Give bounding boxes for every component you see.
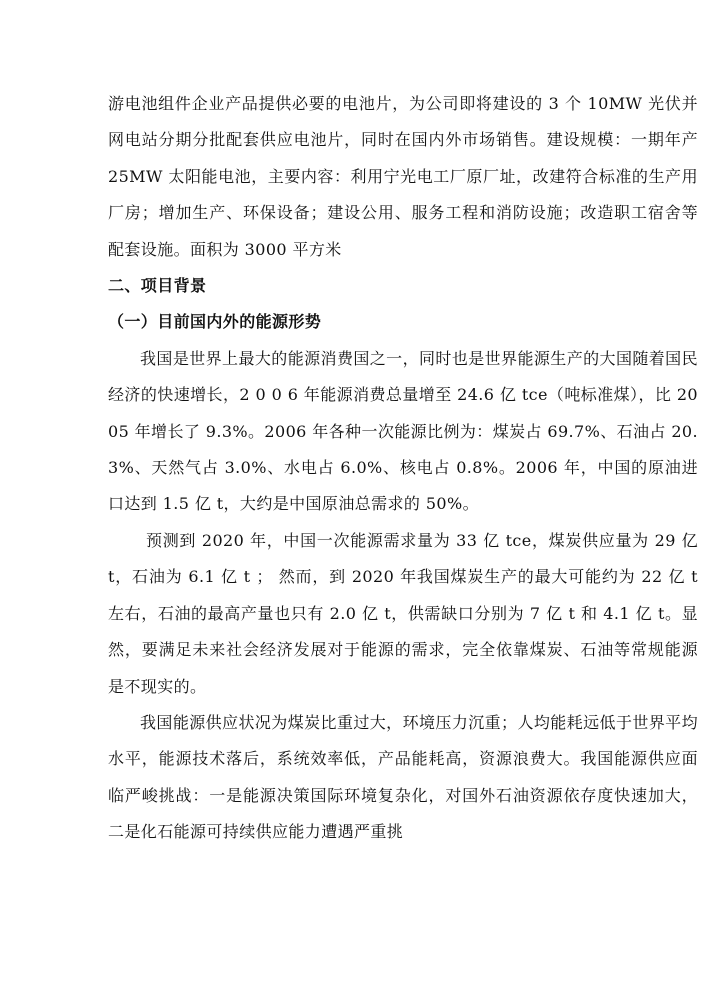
paragraph-energy-forecast: 预测到 2020 年，中国一次能源需求量为 33 亿 tce，煤炭供应量为 29 亿 t，石油为 6.1 亿 t ； 然而，到 2020 年我国煤炭生产的最大可能约为 22 亿 t 左右，石油的最高产量也只有 2.0 亿 t，供需缺口分别为 7 亿 t 和 4.1 亿 t。显然，要满足未来社会经济发展对于能源的需求，完全依靠煤炭、石油等常规能源是不现实的。 [108, 530, 698, 696]
paragraph-energy-challenges: 我国能源供应状况为煤炭比重过大，环境压力沉重；人均能耗远低于世界平均水平，能源技术落后，系统效率低，产品能耗高，资源浪费大。我国能源供应面临严峻挑战：一是能源决策国际环境复杂化，对国外石油资源依存度快速加大，二是化石能源可持续供应能力遭遇严重挑 [108, 712, 698, 842]
subsection-heading-energy-situation: （一）目前国内外的能源形势 [108, 312, 322, 332]
paragraph-energy-consumption: 我国是世界上最大的能源消费国之一，同时也是世界能源生产的大国随着国民经济的快速增长，2 0 0 6 年能源消费总量增至 24.6 亿 tce（吨标准煤），比 2005 年增长了 9.3%。2006 年各种一次能源比例为：煤炭占 69.7%、石油占 20.3%、天然气占 3.0%、水电占 6.0%、核电占 0.8%。2006 年，中国的原油进口达到 1.5 亿 t，大约是中国原油总需求的 50%。 [108, 348, 698, 514]
paragraph-construction-scope: 游电池组件企业产品提供必要的电池片，为公司即将建设的 3 个 10MW 光伏并网电站分期分批配套供应电池片，同时在国内外市场销售。建设规模：一期年产 25MW 太阳能电池，主要内容：利用宁光电工厂原厂址，改建符合标准的生产用厂房；增加生产、环保设备；建设公用、服务工程和消防设施；改造职工宿舍等配套设施。面积为 3000 平方米 [108, 94, 698, 259]
section-heading-project-background: 二、项目背景 [108, 276, 207, 296]
document-body [108, 86, 698, 851]
